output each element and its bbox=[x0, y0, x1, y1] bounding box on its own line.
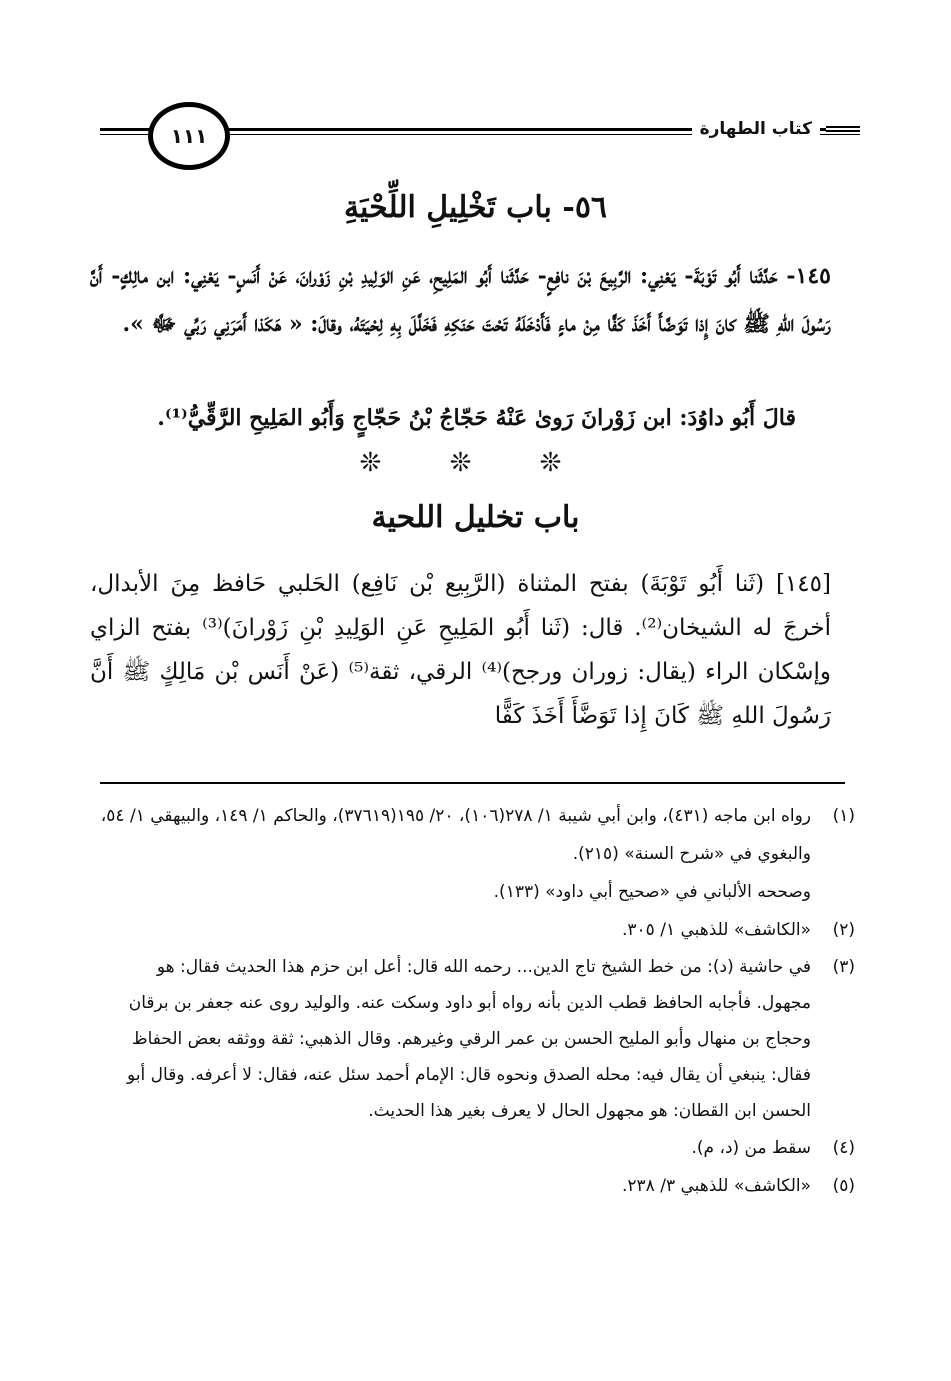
footnote-text: «الكاشف» للذهبي ٣/ ٢٣٨. bbox=[621, 1176, 811, 1196]
footnote bbox=[100, 873, 855, 911]
footnote-separator bbox=[100, 782, 845, 784]
footnote bbox=[100, 797, 855, 873]
footnote-number: (١) bbox=[832, 806, 855, 826]
page-header bbox=[100, 92, 860, 172]
footnote-text: في حاشية (د): من خط الشيخ تاج الدين... رحمه الله قال: أعل ابن حزم هذا الحديث فقال: هو مجهول. فأجابه الحافظ قطب الدين بأنه رواه أبو داود وسكت عنه. والوليد روى عنه جعفر بن برقان وحجاج بن منهال وأبو المليح الحسن بن عمر الرقي وغيرهم. وقال الذهبي: ثقة ووثقه بعض الحفاظ فقال: ينبغي أن يقال فيه: محله الصدق ونحوه قال: الإمام أحمد سئل عنه، فقال: لا أعرفه. وقال أبو الحسن ابن القطان: هو مجهول الحال لا يعرف بغير هذا الحديث. bbox=[127, 957, 811, 1121]
footnote-number: (٣) bbox=[832, 957, 855, 977]
footnote-text: سقط من (د، م). bbox=[691, 1138, 811, 1158]
footnote bbox=[100, 1167, 855, 1205]
running-title: كتاب الطهارة bbox=[692, 119, 820, 139]
footnote bbox=[100, 949, 855, 1129]
footnote-text: «الكاشف» للذهبي ١/ ٣٠٥. bbox=[621, 920, 811, 940]
footnote-text: رواه ابن ماجه (٤٣١)، وابن أبي شيبة ١/ ٢٧٨(١٠٦)، ٢٠/ ١٩٥(٣٧٦١٩)، والحاكم ١/ ١٤٩، والبيهقي ١/ ٥٤، والبغوي في «شرح السنة» (٢١٥). bbox=[100, 806, 811, 864]
footnote-number: (٤) bbox=[832, 1138, 855, 1158]
abu-dawud-note: قالَ أَبُو داوُدَ: ابن زَوْرانَ رَوىٰ عَنْهُ حَجّاجُ بْنُ حَجّاجٍ وَأَبُو المَلِيحِ الرَّقِّيُّ⁽¹⁾. bbox=[157, 405, 796, 431]
footnote bbox=[100, 911, 855, 949]
commentary-text: [١٤٥] (ثَنا أَبُو تَوْبَةَ) بفتح المثناة (الرَّبِيع بْن نَافِع) الحَلبي حَافظ مِنَ الأبدال، أخرجَ له الشيخان⁽²⁾. قال: (ثَنا أَبُو المَلِيحِ عَنِ الوَلِيدِ بْنِ زَوْرانَ)⁽³⁾ بفتح الزاي وإسْكان الراء (يقال: زوران ورجح)⁽⁴⁾ الرقي، ثقة⁽⁵⁾ (عَنْ أَنَس بْن مَالِكٍ ﷺ أَنَّ رَسُولَ اللهِ ﷺ كَانَ إِذا تَوَضَّأَ أَخَذَ كَفًّا bbox=[90, 571, 832, 729]
hadith-text: ١٤٥- حَدَّثَنا أَبُو تَوْبَةَ- يَعْنِي: الرَّبِيعَ بْنَ نافِعٍ- حَدَّثَنا أَبُو المَلِيحِ، عَنِ الوَلِيدِ بْنِ زَوْرانَ، عَنْ أَنَسٍ- يَعْنِي: ابن مالِكٍ- أَنَّ رَسُولَ اللهِ ﷺ كانَ إِذا تَوَضَّأَ أَخَذَ كَفًّا مِنْ ماءٍ فَأَدْخَلَهُ تَحْتَ حَنَكِهِ فَخَلَّلَ بِهِ لِحْيَتَهُ، وقالَ: « هَكَذا أَمَرَنِي رَبِّي ﷻ ». bbox=[90, 263, 831, 337]
footnote-number: (٢) bbox=[832, 920, 855, 940]
footnote-number bbox=[811, 873, 855, 911]
section-separator: ❊ ❊ ❊ bbox=[359, 448, 592, 478]
footnotes bbox=[100, 797, 855, 1205]
footnote-text: وصححه الألباني في «صحيح أبي داود» (١٣٣). bbox=[493, 882, 811, 902]
footnote bbox=[100, 1129, 855, 1167]
page-number-badge: ١١١ bbox=[148, 102, 230, 170]
chapter-title: ٥٦- باب تَخْلِيلِ اللِّحْيَةِ bbox=[343, 190, 608, 225]
header-dash-ornament bbox=[826, 126, 860, 132]
commentary-title: باب تخليل اللحية bbox=[371, 500, 580, 535]
footnote-number: (٥) bbox=[832, 1176, 855, 1196]
